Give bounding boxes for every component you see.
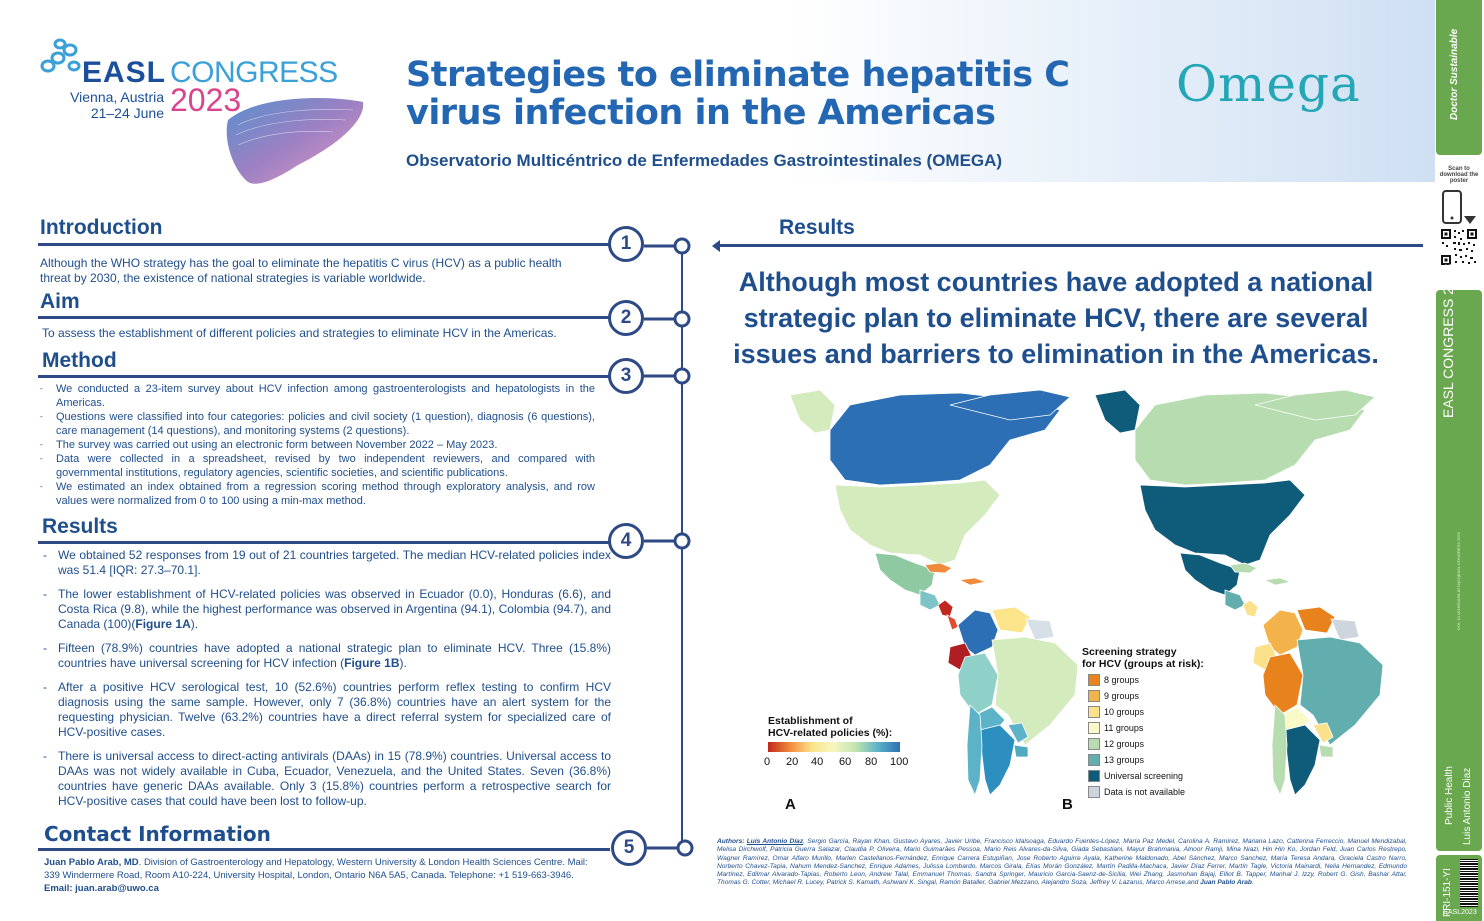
legend-swatch: [1088, 690, 1100, 702]
sidebar-poster-id: FRI-151-YI: [1442, 868, 1453, 917]
congress-year: 2023: [170, 82, 242, 118]
contact-rule: [38, 848, 610, 851]
poster-title: [406, 56, 1126, 132]
legend-b-title-line: for HCV (groups at risk):: [1082, 658, 1204, 670]
legend-swatch: [1088, 786, 1100, 798]
legend-b-item: [1088, 722, 1185, 738]
key-statement: Although most countries have adopted a national strategic plan to eliminate HCV, there are several issues and barriers to elimination in the Americas.: [733, 267, 1379, 369]
method-list: [40, 382, 595, 508]
title-line-2: virus infection in the Americas: [406, 93, 996, 133]
sponsor-logo: Doctor Sustainable: [1449, 28, 1460, 120]
poster-subtitle: Observatorio Multicéntrico de Enfermedades Gastrointestinales (OMEGA): [406, 151, 1003, 170]
map-b-label: B: [1062, 796, 1073, 813]
legend-swatch: [1088, 706, 1100, 718]
connector-node-5: [647, 838, 697, 858]
figure-ref: Figure 1A: [135, 617, 191, 631]
results-right-rule: [720, 244, 1423, 247]
contact-affiliation: . Division of Gastroenterology and Hepatology, Western University & London Health Sciences Centre. Mail: 339 Windermere Road, Room A10-224, University Hospital, London, Ontario N6A 5A5, Canada. Telephone: +1 519-663-3946.: [44, 857, 588, 881]
aim-heading: Aim: [40, 290, 80, 313]
method-item: - We conducted a 23-item survey about HCV infection among gastroenterologists and hepatologists in the Americas.: [40, 382, 595, 410]
section-number-2: 2: [608, 300, 644, 336]
method-heading: Method: [42, 349, 117, 372]
sidebar-doi: DOI: 10.1016/S0168-8278(23)EASL CONGRESS 2023: [1456, 532, 1461, 630]
legend-b-item-label: 10 groups: [1104, 707, 1145, 717]
legend-b-title-line: Screening strategy: [1082, 646, 1177, 658]
results-item-text: We obtained 52 responses from 19 out of 21 countries targeted. The median HCV-related policies index was 51.4 [IQR: 27.3–70.1].: [58, 548, 611, 577]
results-right-heading: Results: [779, 216, 855, 239]
aim-rule: [38, 316, 610, 319]
congress-city: Vienna, Austria: [70, 89, 164, 105]
contact-heading: Contact Information: [44, 822, 271, 846]
right-sidebar: [1436, 0, 1484, 921]
contact-name: Juan Pablo Arab, MD: [44, 857, 139, 868]
easl-word: EASL: [82, 56, 167, 89]
sidebar-event-code: EASL2023: [1443, 909, 1477, 916]
connector-node-1: [644, 236, 694, 256]
legend-b-item-label: Universal screening: [1104, 771, 1184, 781]
poster-id-panel: [1436, 855, 1482, 921]
legend-swatch: [1088, 738, 1100, 750]
legend-b-list: [1088, 674, 1185, 802]
scan-text: Scan to download the poster: [1439, 166, 1479, 184]
legend-b-item: [1088, 738, 1185, 754]
easl-congress-logo: [38, 30, 338, 190]
legend-b-item: [1088, 786, 1185, 802]
liver-illustration-icon: [218, 90, 368, 190]
results-item-text: ).: [399, 656, 407, 670]
results-item-text: ).: [190, 617, 199, 631]
legend-swatch: [1088, 770, 1100, 782]
method-item: - The survey was carried out using an electronic form between November 2022 – May 2023.: [40, 438, 595, 452]
results-item-text: After a positive HCV serological test, 10 (52.6%) countries perform reflex testing to confirm HCV diagnosis using the same sample. However, only 7 (36.8%) countries have an alert system for the requesting physician. Twelve (63.2%) countries have a direct referral system for specialized care of HCV-positive cases.: [58, 680, 611, 739]
connector-node-4: [644, 531, 694, 551]
sidebar-congress: EASL CONGRESS 2023: [1440, 263, 1456, 418]
aim-text: To assess the establishment of different policies and strategies to eliminate HCV in the Americas.: [42, 326, 557, 340]
legend-a-tick: 20: [786, 756, 799, 768]
results-item: [42, 548, 611, 578]
legend-a-tick: 80: [865, 756, 878, 768]
section-number-1: 1: [608, 226, 644, 262]
results-item: [42, 587, 611, 632]
results-item-text: The lower establishment of HCV-related policies was observed in Ecuador (0.0), Honduras (6.6), and Costa Rica (9.8), while the highest performance was observed in Argentina (94.1), Colombia (94.7), and Canada (100)(: [58, 587, 611, 631]
legend-a-tick: 0: [764, 756, 771, 768]
results-item-text: There is universal access to direct-acting antivirals (DAAs) in 15 (78.9%) countries. Universal access to DAAs was not widely available in Cuba, Ecuador, Venezuela, and the United States. Seven (36.8%) countries have generic DAAs available. Only 3 (15.8%) countries perform a retrospective search for HCV-positive cases that could have been lost to follow-up.: [58, 749, 611, 808]
legend-b-item-label: Data is not available: [1104, 787, 1186, 797]
legend-a-tick: 40: [811, 756, 824, 768]
authors-names: , Sergio García, Rayan Khan, Gustavo Ayares, Javier Uribe, Francisco Idalsoaga, Eduardo Fuentes-López, María Paz Medel, Carolina A. Ramírez, Mariana Lazo, Catterina Ferreccio, Manuel Mendizabal, Melisa Dirchwolf, Patricia Guerra Salazar, Claudia P. Oliveira, Mario Guimarães Pessoa, Mario Reis Alvares-da-Silva, Giada Sebastiani, Mayur Brahmania, Alnoor Ramji, Mina Niazi, Hin Hin Ko, Jordan Feld, Juan Carlos Restrepo, Wagner Ramírez, Omar Alfaro Murillo, Marlen Castellanos-Fernández, Enrique Carrera Estupiñan, Jose Roberto Aguirre Ayala, Katherine Maldonado, Abel Sánchez, Marco Sanchez, María Teresa Andara, Graciela Castro Narro, Norberto Chavez-Tapia, Nahum Mendez-Sanchez, Enrique Adames, Julissa Lombardo, Marcos Girala, Elías Morán González, Martín Padilla-Machaca, Javier Díaz Ferrer, Martín Tagle, Victoria Mainardi, Nelia Hernandez, Edmundo Martínez, Edilmar Alvarado-Tapias, Roberto Leon, Andrew Talal, Emmanuel Thomas, Sandra Springer, Mauricio Garcia-Saenz-de-Sicilia, Wei Zhang, Jasmohan Bajaj, Elliot B. Tapper, Manhal J. Izzy, Robert G. Gish, Bashar Attar, Thomas G. Cotter, Michael R. Lucey, Patrick S. Kamath, Ashwani K. Singal, Ramón Bataller, Gabriel Mezzano, Alejandro Soza, Jeffrey V. Lazarus, Marco Arrese,and: [717, 838, 1407, 887]
results-item-text: Fifteen (78.9%) countries have adopted a national strategic plan to eliminate HCV. Three (15.8%) countries have universal screening for HCV infection (: [58, 641, 611, 670]
easl-hexagon-icon: [38, 36, 84, 76]
results-item: [42, 641, 611, 671]
legend-a-colorbar: [768, 742, 900, 752]
legend-b-item: [1088, 754, 1185, 770]
legend-b-item: [1088, 706, 1185, 722]
method-item: - Data were collected in a spreadsheet, revised by two independent reviewers, and compared with governmental institutions, regulatory agencies, scientific societies, and scientific publications.: [40, 452, 595, 480]
legend-b-item-label: 9 groups: [1104, 691, 1140, 701]
introduction-rule: [38, 243, 610, 246]
results-item: [42, 749, 611, 809]
legend-b-item-label: 8 groups: [1104, 675, 1140, 685]
omega-logo: Omega: [1176, 55, 1361, 113]
figure-ref: Figure 1B: [344, 656, 400, 670]
sidebar-topic: Public Health: [1444, 766, 1455, 825]
congress-word: CONGRESS: [170, 56, 338, 89]
legend-a-tick: 60: [839, 756, 852, 768]
arrow-down-icon: [1464, 216, 1476, 224]
results-left-heading: Results: [42, 515, 118, 538]
authors-label: Authors:: [717, 838, 747, 845]
legend-b-item: [1088, 770, 1185, 786]
congress-dates: 21–24 June: [90, 105, 164, 121]
map-a-label: A: [785, 796, 796, 813]
contact-email[interactable]: Email: juan.arab@uwo.ca: [44, 883, 159, 894]
connector-node-2: [644, 309, 694, 329]
legend-a-title: [768, 715, 892, 739]
title-line-1: Strategies to eliminate hepatitis C: [406, 55, 1070, 95]
method-item: - Questions were classified into four categories: policies and civil society (1 question), diagnosis (6 questions), care management (14 questions), and monitoring systems (2 questions).: [40, 410, 595, 438]
congress-panel: [1436, 263, 1482, 851]
method-rule: [38, 375, 610, 378]
connector-node-3: [644, 366, 694, 386]
section-number-4: 4: [608, 523, 644, 559]
legend-b-item-label: 12 groups: [1104, 739, 1145, 749]
legend-b-item-label: 11 groups: [1104, 723, 1144, 733]
authors-list: [717, 838, 1407, 888]
results-left-rule: [38, 541, 610, 544]
contact-text: [44, 856, 604, 895]
results-left-list: [42, 548, 611, 818]
section-number-3: 3: [608, 358, 644, 394]
authors-last: Juan Pablo Arab: [1200, 879, 1252, 887]
section-number-5: 5: [611, 830, 647, 866]
legend-b-title: [1082, 646, 1204, 670]
sidebar-author: Luis Antonio Diaz: [1462, 767, 1473, 845]
authors-end: .: [1251, 879, 1254, 887]
phone-icon: [1442, 190, 1462, 224]
qr-code-icon[interactable]: [1440, 228, 1478, 266]
introduction-heading: Introduction: [40, 216, 163, 239]
legend-b-item-label: 13 groups: [1104, 755, 1145, 765]
sponsor-panel: [1436, 0, 1482, 155]
legend-swatch: [1088, 722, 1100, 734]
legend-a-title-line: Establishment of: [768, 715, 853, 727]
legend-b-item: [1088, 690, 1185, 706]
barcode-icon: [1460, 859, 1478, 907]
method-item: - We estimated an index obtained from a regression scoring method through exploratory analysis, and row values were normalized from 0 to 100 using a min-max method.: [40, 480, 595, 508]
authors-first: Luis Antonio Díaz: [746, 838, 804, 845]
introduction-text: Although the WHO strategy has the goal to eliminate the hepatitis C virus (HCV) as a public health threat by 2030, the existence of national strategies is variable worldwide.: [40, 256, 562, 285]
legend-swatch: [1088, 754, 1100, 766]
legend-b-item: [1088, 674, 1185, 690]
results-item: [42, 680, 611, 740]
legend-a-title-line: HCV-related policies (%):: [768, 727, 893, 739]
legend-swatch: [1088, 674, 1100, 686]
legend-a-tick: 100: [890, 756, 909, 768]
